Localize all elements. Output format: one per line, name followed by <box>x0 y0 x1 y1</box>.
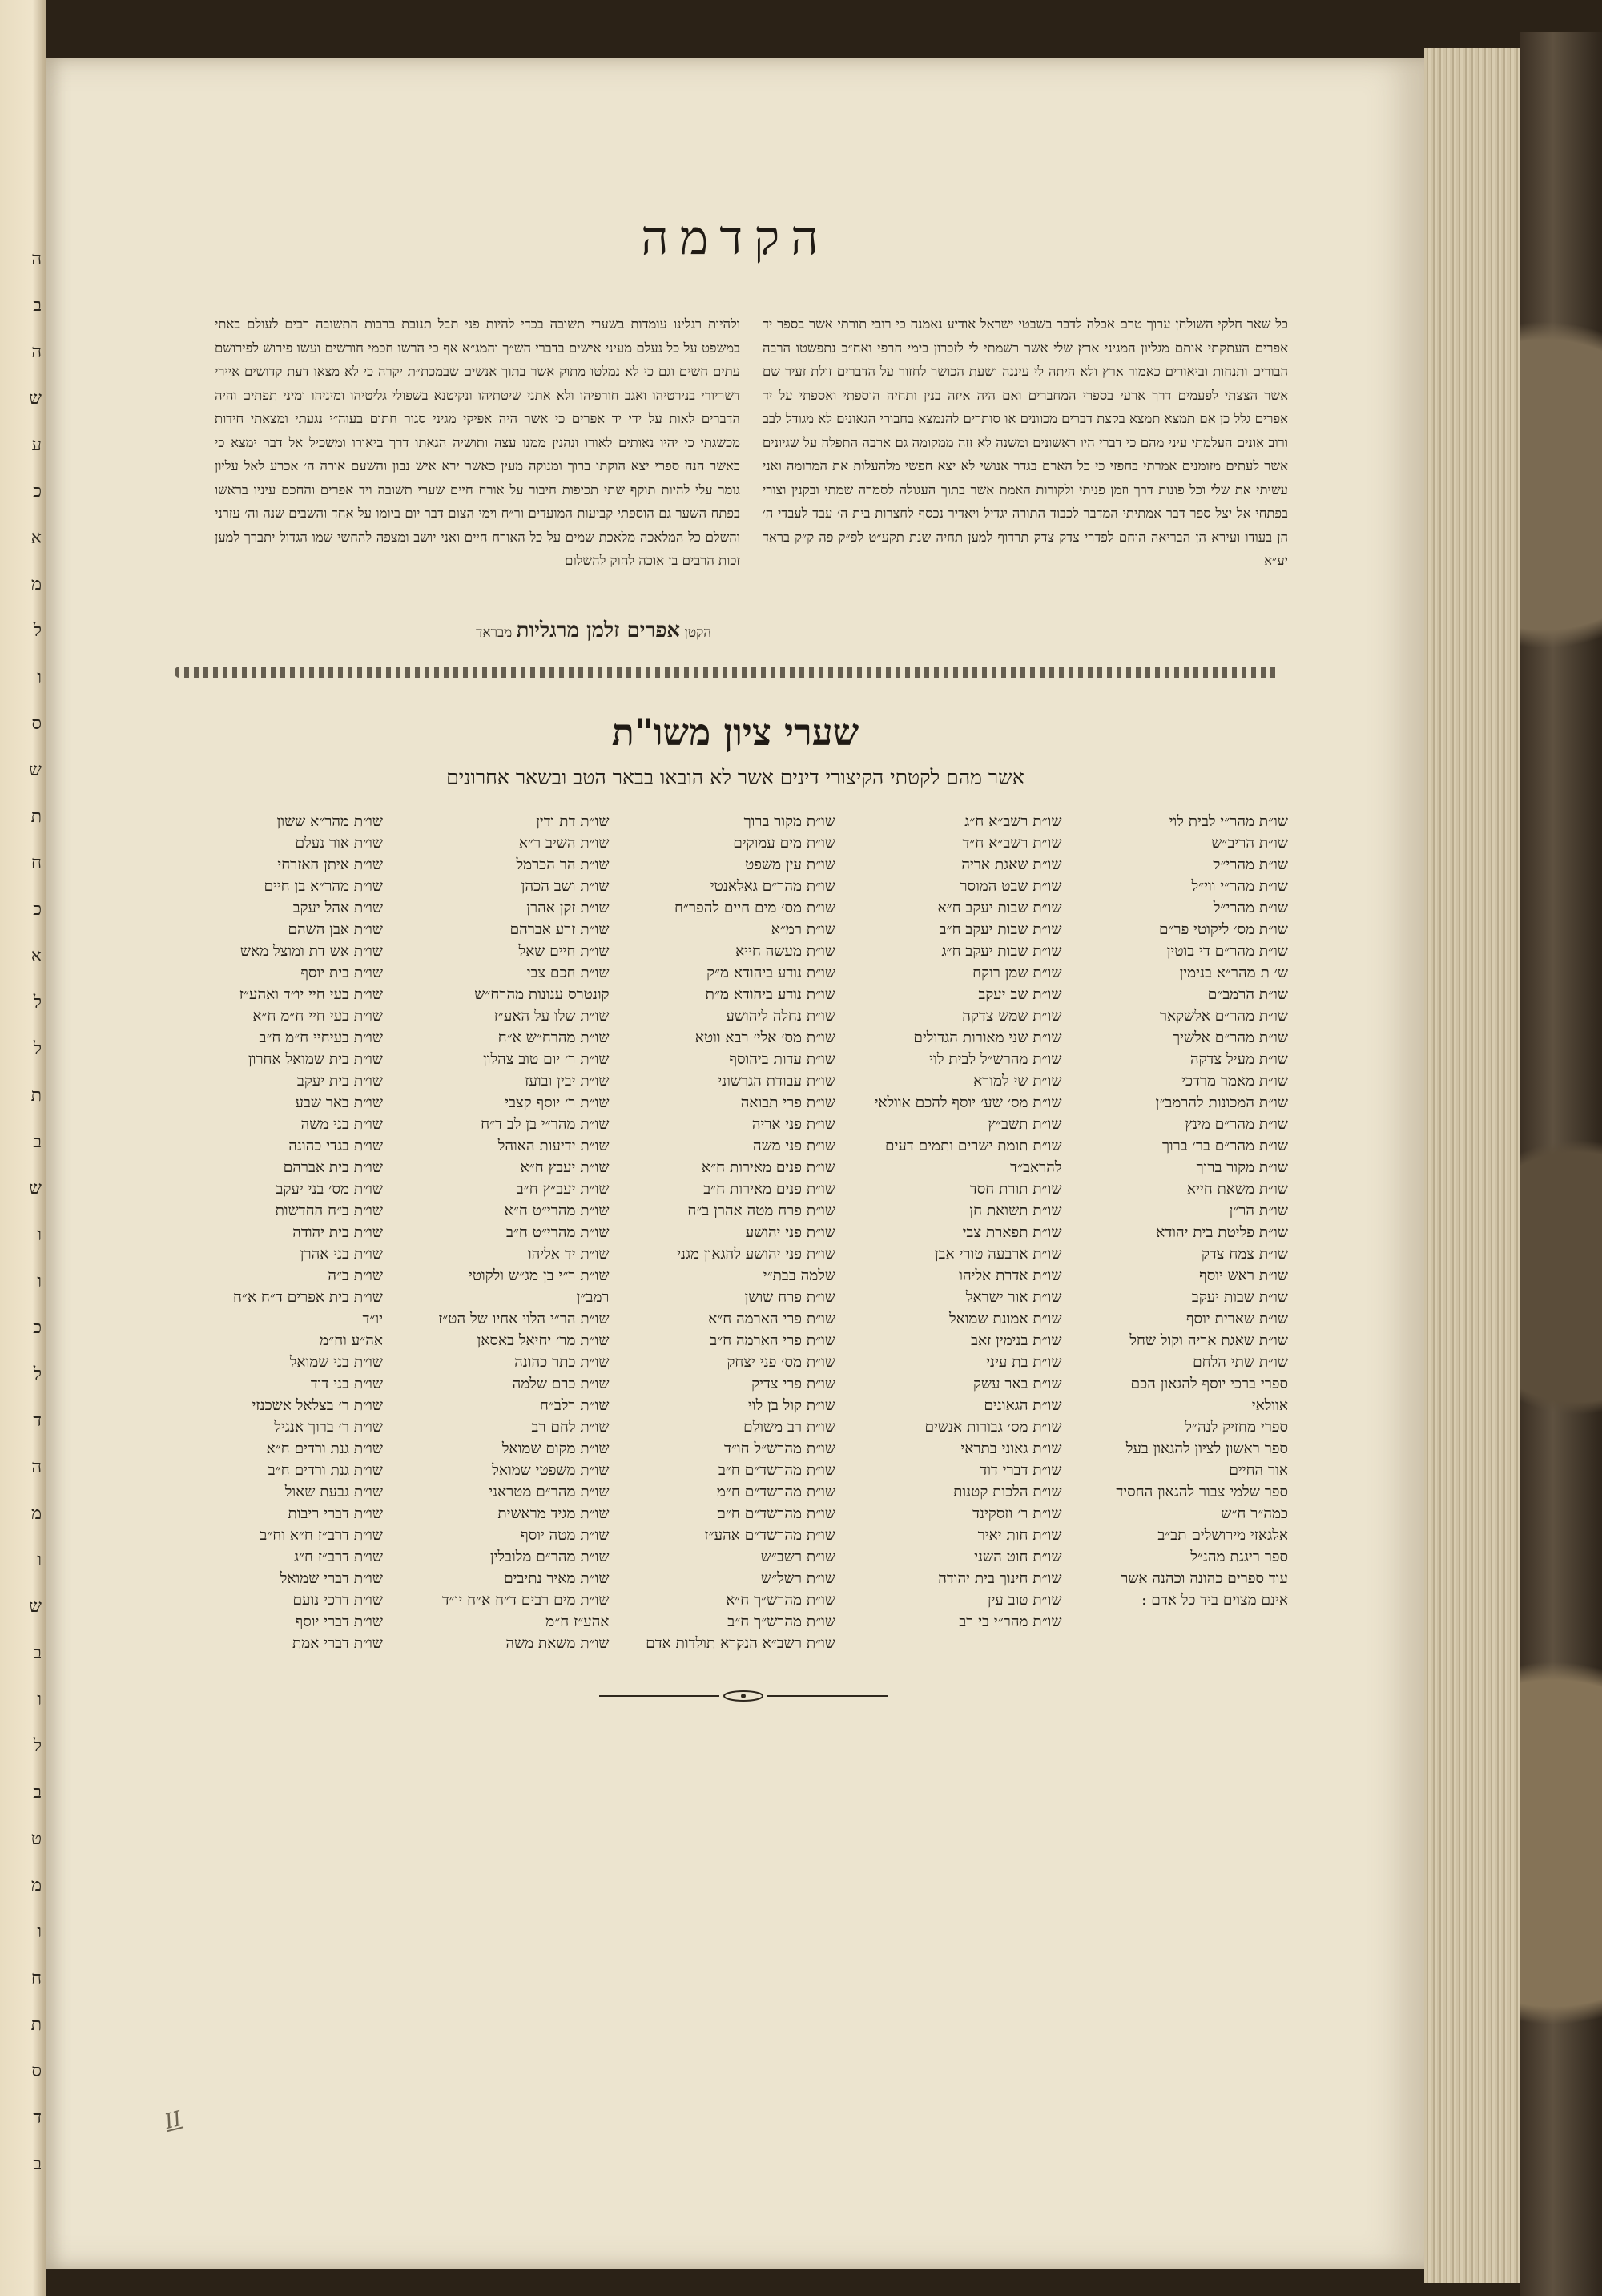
responsa-title: שו״ת שבט המוסר <box>960 878 1062 895</box>
adjacent-page-fragment: מ <box>30 1875 42 1895</box>
adjacent-page-fragment: ה <box>31 249 42 269</box>
responsa-title: שו״ת מהר״ם אלשקאר <box>1159 1008 1288 1025</box>
responsa-title: שו״ת מהרשד״ם ח״מ <box>716 1484 835 1500</box>
responsa-title: שו״ת מס׳ ליקוטי פר״ם <box>1158 921 1288 938</box>
responsa-title: שו״ת עבודת הגרשוני <box>718 1073 835 1090</box>
responsa-title: שו״ת הר״י הלוי אחיו של הט״ז <box>438 1311 610 1327</box>
author-signature <box>215 618 711 642</box>
responsa-title: שו״ת ר׳ ברוך אנגיל <box>274 1419 383 1436</box>
responsa-title: שו״ת המכונות להרמב״ן <box>1155 1094 1288 1111</box>
responsa-title: שו״ת מהרשד״ם ח״ם <box>716 1505 835 1522</box>
responsa-title: שו״ת שלו על האע״ז <box>493 1008 610 1025</box>
responsa-title: שו״ת ר׳ וזסקינד <box>972 1505 1062 1522</box>
responsa-title: שו״ת בית יהודה <box>292 1224 383 1241</box>
responsa-title: שו״ת הר הכרמל <box>516 856 610 873</box>
responsa-title: שו״ת פרי צדיק <box>751 1376 835 1392</box>
adjacent-page-fragment: ח <box>30 853 42 873</box>
responsa-title: ספרי מחזיק לנה״ל <box>1185 1419 1288 1436</box>
responsa-title: שו״ת פרי הארמה ח״ב <box>710 1332 835 1349</box>
responsa-title: שו״ת מהר״י בן לב ד״ח <box>481 1116 610 1133</box>
responsa-title: שו״ת חוט השני <box>974 1549 1062 1565</box>
responsa-title: שו״ת גבעת שאול <box>284 1484 383 1500</box>
responsa-title: שו״ת מס׳ מים חיים להפר״ח <box>674 900 835 916</box>
folio-mark: II <box>162 2106 184 2135</box>
adjacent-page-fragment: ת <box>30 807 42 827</box>
responsa-title: שו״ת חינוך בית יהודה <box>938 1570 1062 1587</box>
responsa-title: שו״ת ושב הכהן <box>521 878 610 895</box>
responsa-title: שו״ת בית יוסף <box>300 965 383 981</box>
responsa-title: שו״ת חיים שאל <box>518 943 610 960</box>
responsa-title: שו״ת מהר״ם מטראני <box>489 1484 610 1500</box>
responsa-title: שו״ת מהר״י ווי״ל <box>1191 878 1288 895</box>
adjacent-page-fragment: ב <box>33 2154 42 2174</box>
responsa-title: שו״ת מהר״ם אלשיך <box>1173 1029 1288 1046</box>
adjacent-page-fragment: ח <box>30 1968 42 1988</box>
responsa-title: שו״ת פרי הארמה ח״א <box>708 1311 835 1327</box>
responsa-title: שו״ת נודע ביהודא מ״ק <box>706 965 835 981</box>
responsa-title: שו״ת פרח שושן <box>744 1289 835 1306</box>
adjacent-page-fragment: ו <box>37 1922 42 1942</box>
responsa-title: שו״ת בית אברהם <box>283 1159 383 1176</box>
responsa-title: שו״ת דרב״ז ח״א וח״ב <box>260 1527 383 1544</box>
responsa-title: שו״ת מהרשד״ם ח״ב <box>718 1462 835 1479</box>
responsa-title: שו״ת הגאונים <box>984 1397 1062 1414</box>
responsa-title: שו״ת משאת משה <box>505 1635 610 1652</box>
responsa-title: שו״ת פליטת בית יהודא <box>1156 1224 1288 1241</box>
adjacent-page-fragment: ב <box>33 1643 42 1663</box>
responsa-title: שו״ת בת עיני <box>986 1354 1062 1371</box>
responsa-title: קונטרס ענונות מהרח״ש <box>474 986 610 1003</box>
responsa-title: שו״ת מאיר נתיבים <box>504 1570 610 1587</box>
responsa-title: שו״ת אש דת ומוצל מאש <box>240 943 383 960</box>
responsa-title: ספר שלמי צבור להגאון החסיד <box>1116 1484 1288 1500</box>
responsa-title: שו״ת גנת ורדים ח״ב <box>268 1462 383 1479</box>
responsa-title: שו״ת ר״י בן מג״ש ולקוטי <box>468 1267 610 1284</box>
responsa-title: שו״ת חכם צבי <box>526 965 610 981</box>
adjacent-page-fragment: ל <box>33 1736 42 1756</box>
responsa-title: שו״ת אמונת שמואל <box>948 1311 1062 1327</box>
responsa-title: ספרי ברכי יוסף להגאון הכם <box>1130 1376 1288 1392</box>
responsa-title: שו״ת משפטי שמואל <box>492 1462 610 1479</box>
end-ornament <box>599 1690 888 1702</box>
responsa-title: שו״ת מים עמוקים <box>733 835 835 852</box>
adjacent-page-fragment: ל <box>33 1364 42 1384</box>
responsa-title: שו״ת יבין ובועז <box>525 1073 610 1090</box>
responsa-title: שו״ת מהר״ם בר׳ ברוך <box>1161 1138 1288 1154</box>
responsa-title: שו״ת משאת חייא <box>1186 1181 1288 1198</box>
responsa-title: שו״ת הריב״ש <box>1211 835 1288 852</box>
responsa-title: שו״ת מהרי״ט ח״ב <box>505 1224 610 1241</box>
responsa-title: שו״ת בעי חיי ח״מ ח״א <box>252 1008 383 1025</box>
responsa-title: שו״ת דברי אמת <box>292 1635 383 1652</box>
adjacent-page-edge <box>0 0 46 2296</box>
responsa-title: כמה״ר ח״ש <box>1221 1505 1288 1522</box>
responsa-title: שו״ת רשב״א ח״ג <box>964 813 1062 830</box>
responsa-title: עוד ספרים כהונה וכהנה אשר <box>1121 1570 1288 1587</box>
adjacent-page-fragment: ל <box>33 1039 42 1059</box>
responsa-title: שו״ת מהרשד״ם אהע״ז <box>704 1527 835 1544</box>
adjacent-page-fragment: ו <box>37 1690 42 1710</box>
adjacent-page-fragment: ו <box>37 1550 42 1570</box>
responsa-title: שו״ת תורת חסד <box>969 1181 1062 1198</box>
responsa-title: רמב״ן <box>576 1289 610 1306</box>
responsa-title: ספר ראשון לציון להגאון בעל <box>1125 1440 1288 1457</box>
responsa-title: שו״ת פני יהושע <box>745 1224 835 1241</box>
responsa-title: שו״ת זקן אהרן <box>526 900 610 916</box>
responsa-title: שו״ת מר׳ יחיאל באסאן <box>477 1332 610 1349</box>
responsa-title: שו״ת שמן רוקח <box>972 965 1062 981</box>
adjacent-page-fragment: ת <box>30 1086 42 1106</box>
responsa-title: שו״ת מקום שמואל <box>501 1440 610 1457</box>
responsa-title: שו״ת אור נעלם <box>295 835 383 852</box>
responsa-title: שו״ת שבות יעקב ח״ב <box>939 921 1062 938</box>
responsa-title: שו״ת פרי תבואה <box>740 1094 835 1111</box>
responsa-title: שו״ת בעיחיי ח״מ ח״ב <box>259 1029 383 1046</box>
responsa-title: שו״ת תשב״ץ <box>988 1116 1062 1133</box>
responsa-title: שו״ת רשב״ש <box>760 1549 835 1565</box>
responsa-title: אהע״ז ח״מ <box>545 1613 610 1630</box>
responsa-title: שו״ת לחם רב <box>531 1419 610 1436</box>
responsa-title: שו״ת ר׳ בצלאל אשכנזי <box>252 1397 383 1414</box>
responsa-column <box>874 811 1062 1660</box>
responsa-title: שו״ת מאמר מרדכי <box>1181 1073 1288 1090</box>
adjacent-page-fragment: ב <box>33 296 42 316</box>
responsa-title: שו״ת בגדי כהונה <box>288 1138 383 1154</box>
responsa-title: שו״ת מטה יוסף <box>521 1527 610 1544</box>
responsa-title: שו״ת מס׳ בני יעקב <box>276 1181 383 1198</box>
adjacent-page-fragment: א <box>30 528 42 548</box>
signature-suffix: מבראד <box>476 625 513 641</box>
introduction-column-right <box>215 312 740 649</box>
book-page <box>46 58 1424 2269</box>
responsa-title: שו״ת מהר״א ששון <box>276 813 383 830</box>
responsa-title: שו״ת בני דוד <box>310 1376 383 1392</box>
responsa-title: שו״ת יעבץ ח״א <box>520 1159 610 1176</box>
responsa-title: שו״ת מהר״ם די בוטין <box>1166 943 1288 960</box>
responsa-title: שו״ת שאגת אריה <box>961 856 1062 873</box>
responsa-title: שו״ת מהרי״ט ח״א <box>504 1202 610 1219</box>
responsa-title: שו״ת פנים מאירות ח״ב <box>703 1181 835 1198</box>
adjacent-page-fragment: מ <box>30 1504 42 1524</box>
responsa-title: יו״ד <box>362 1311 383 1327</box>
responsa-title: שו״ת מהרש״ך ח״א <box>726 1592 835 1609</box>
adjacent-page-fragment: ב <box>33 1132 42 1152</box>
responsa-title: שלמה בבת״י <box>763 1267 835 1284</box>
adjacent-page-fragment: ו <box>37 1271 42 1291</box>
responsa-title: שו״ת בני משה <box>300 1116 383 1133</box>
responsa-title: שו״ת צמח צדק <box>1201 1246 1288 1263</box>
responsa-title: שו״ת דברי שמואל <box>280 1570 383 1587</box>
responsa-title: שו״ת גאוני בתראי <box>960 1440 1062 1457</box>
responsa-title: ש׳ ת מהר״א בנימין <box>1179 965 1288 981</box>
adjacent-page-fragment: ש <box>29 1597 42 1617</box>
responsa-title: שו״ת קול בן לוי <box>748 1397 835 1414</box>
responsa-title: שו״ת דברי ריבות <box>288 1505 383 1522</box>
responsa-column <box>438 811 610 1660</box>
responsa-title: שו״ת שב יעקב <box>978 986 1062 1003</box>
responsa-title: שו״ת באר שבע <box>295 1094 383 1111</box>
responsa-title: שו״ת עין משפט <box>745 856 835 873</box>
responsa-title: שו״ת זרע אברהם <box>509 921 610 938</box>
responsa-title: שו״ת פני אריה <box>751 1116 835 1133</box>
responsa-title: שו״ת דרב״ז ח״ג <box>293 1549 383 1565</box>
responsa-title: שו״ת מהרי״ל <box>1213 900 1288 916</box>
introduction-columns <box>215 312 1288 649</box>
responsa-title: שו״ת שבות יעקב <box>1191 1289 1288 1306</box>
responsa-title: שו״ת בני שמואל <box>289 1354 383 1371</box>
adjacent-page-fragment: ס <box>31 2061 42 2081</box>
adjacent-page-fragment: ש <box>29 760 42 780</box>
adjacent-page-fragment: ת <box>30 2015 42 2035</box>
responsa-title: שו״ת פרח מטה אהרן ב״ח <box>687 1202 835 1219</box>
introduction-text-right: ולהיות רגלינו עומדות בשערי תשובה בכדי להיות פני תבל תנובת ברבות התשובה רבים לעולם באתי במשפט על כל נעלם מעיני אישים בדברי הש״ך והמג״א אף כי הרשו חכמי חורשים ועשו פירוש לפירושם עתים חשים וגם כי לא נמלטו מתוק אשר בתוך אנשים שבמכת״ת יקרה כי לא מצאו דעת קדושים איירי דשריורי בנירטיהו ואגב חורפיהו ולא אתני שיטתיהו ונקיטנא בשפולי גליטיהו ומיניהו ומיני תפתים והיה הדברים לאות על ידי יד אפרים כי אשר היה אפיקי מגיני סגור חתום בעוה״י נגעתי ומצאתי חידות מכשגתי כי יהיו נאותים לאורו ונהנין ממנו עצה ותושיה הגאתו דרך ביאורו ומשכיל אל דבר ימצא כי כאשר הנה ספרי יצא הוקתו ברוך ומנוקה מעין כאשר ירא איש נבון והשעם אורה ה׳ אכרע לאל עליון גומר עלי להיות תוקף שתי תכיפות חיבור על אורח חיים שערי תשובה ויד אפרים והחכם עיניו בראשו בפתח השער גם הוספתי קביעות המועדים ור״ח וימי הצום דבר יום ביומו על אחד והשבים שנה וה׳ עזרני והשלם כל המלאכה מלאכת שמים על כל האורח חיים ואני יושב ומצפה להחשי שמו הגדול יתברך למען זכות הרבים בן אוכה לחוק להשלום <box>215 316 740 568</box>
responsa-title: שו״ת מהרח״ש א״ח <box>497 1029 610 1046</box>
responsa-title: שו״ת מס׳ שע׳ יוסף להכם אוולאי <box>874 1094 1062 1111</box>
responsa-title: שו״ת אור ישראל <box>965 1289 1062 1306</box>
responsa-title: שו״ת איתן האזרחי <box>277 856 383 873</box>
responsa-title: שו״ת חות יאיר <box>977 1527 1062 1544</box>
responsa-title: שו״ת שמש צדקה <box>962 1008 1062 1025</box>
responsa-title: שו״ת מהרי״ק <box>1212 856 1288 873</box>
responsa-title: שו״ת שי למורא <box>973 1073 1062 1090</box>
responsa-title: שו״ת תשואת חן <box>969 1202 1062 1219</box>
responsa-title: שו״ת נודע ביהודא מ״ת <box>705 986 835 1003</box>
responsa-title: שו״ת רמ״א <box>771 921 835 938</box>
book-cover-marbled <box>1520 32 1602 2296</box>
adjacent-page-fragment: ש <box>29 389 42 409</box>
responsa-title: שו״ת תפארת צבי <box>962 1224 1062 1241</box>
responsa-title: שו״ת דת ודין <box>536 813 610 830</box>
adjacent-page-fragment: ו <box>37 667 42 687</box>
responsa-title: שו״ת נחלה ליהושע <box>726 1008 835 1025</box>
adjacent-page-fragment: כ <box>33 1318 42 1338</box>
responsa-title: שו״ת תומת ישרים ותמים דעים <box>884 1138 1062 1154</box>
introduction-title: הקדמה <box>641 210 830 266</box>
responsa-title: שו״ת ב״ה <box>328 1267 383 1284</box>
responsa-title: שו״ת מעשה חייא <box>735 943 835 960</box>
responsa-title: שו״ת בית יעקב <box>296 1073 383 1090</box>
signature-prefix: הקטן <box>684 625 711 641</box>
responsa-title: שו״ת רלב״ח <box>539 1397 610 1414</box>
responsa-column <box>1116 811 1288 1660</box>
responsa-title: שו״ת מקור ברוך <box>1196 1159 1288 1176</box>
responsa-title: שו״ת הרמב״ם <box>1207 986 1288 1003</box>
responsa-title: שו״ת שבות יעקב ח״ג <box>941 943 1062 960</box>
ornamental-divider <box>175 667 1280 678</box>
responsa-title: שו״ת רב משולם <box>743 1419 835 1436</box>
responsa-title: שו״ת בית אפרים ד״ח א״ח <box>233 1289 383 1306</box>
responsa-title: שו״ת מהר״י בי רב <box>959 1613 1062 1630</box>
responsa-title: שו״ת ר׳ יוסף קצבי <box>505 1094 610 1111</box>
introduction-column-left <box>763 312 1288 649</box>
responsa-title: שו״ת פני משה <box>752 1138 835 1154</box>
adjacent-page-fragment: ט <box>30 1829 42 1849</box>
responsa-title: שו״ת באר עשק <box>973 1376 1062 1392</box>
responsa-title: שו״ת בני אהרן <box>300 1246 383 1263</box>
responsa-title: שו״ת מהר״י לבית לוי <box>1169 813 1288 830</box>
responsa-title: אלגאזי מירושלים תב״ב <box>1157 1527 1288 1544</box>
responsa-title: שו״ת מס׳ פני יצחק <box>727 1354 835 1371</box>
section-title: שערי ציון משו"ת <box>611 711 859 754</box>
responsa-title: שו״ת השיב ר״א <box>518 835 610 852</box>
responsa-title: שו״ת בעי חיי יו״ד ואהע״ז <box>239 986 383 1003</box>
responsa-title: שו״ת ידיעות האוהל <box>497 1138 610 1154</box>
responsa-title: שו״ת מס׳ גבורות אנשים <box>924 1419 1062 1436</box>
responsa-title: שו״ת ארבעה טורי אבן <box>934 1246 1062 1263</box>
responsa-title: שו״ת טוב עין <box>987 1592 1062 1609</box>
responsa-title: שו״ת כתר כהונה <box>514 1354 610 1371</box>
book-page-edges <box>1424 48 1520 2283</box>
responsa-title: שו״ת בית שמואל אחרון <box>248 1051 383 1068</box>
introduction-text-left: כל שאר חלקי השולחן ערוך טרם אכלה לדבר בשבטי ישראל אודיע נאמנה כי רובי תורתי אשר בספר יד אפרים העתקתי אותם מגליון המגיני ארץ שלי אשר רשמתי לי לזכרון בימי חרפי ואח״כ נתפשטו הרבה הבורים ותנחות וביאורים כאמור ארץ ולא היתה לי עיננה ושעת הכושר לחזור על הדברים זולת זעיר שם אשר הצצתי לפעמים דרך ארעי בספרי המחברים ואם היה איזה בנין ותחיה הוספתי ואספתי על יד אפרים גלל כן אם תמצא תמצא בקצת דברים מכוונים או סותרים להנמצא בחבורי הגאונים לא מגודל לבב ורוב אונים העלמתי עיני מהם כי דברי היו ראשונים ומשנה לא זזה ממקומה גם ארבה התפלה על שגיונים אשר לעתים מזומנים אמרתי בחפזי כי כל הארם בגדר אנושי לא יצא חפשי מלהעלות את המרומה ואני עשיתי את שלי וכל פונות דרך וזמן פניתי ולקורות האמת אשר בתוך העגולה לסמרה שמתי ובקנין וצורי בפתחי אל יצל ספר דבר אמתיתי המדבר לכבוד התורה יגדיל ויאדיר נכסף לחצרות בית ה׳ עבד לעבדי ה׳ הן בעודו ועירא הן הבריאה הוחם לפדרי צדק צדק תרדוף למען תחיה שנת תקע״ט לפ״ק פה ק״ק בראד יע״א <box>763 316 1288 568</box>
adjacent-page-fragment: ב <box>33 1782 42 1803</box>
adjacent-page-fragment: מ <box>30 574 42 594</box>
responsa-title: אה״ע וח״מ <box>320 1332 383 1349</box>
responsa-title: שו״ת מקור ברוך <box>743 813 835 830</box>
responsa-title: שו״ת שבות יעקב ח״א <box>937 900 1062 916</box>
responsa-title: שו״ת ראש יוסף <box>1199 1267 1288 1284</box>
responsa-title: שו״ת ר׳ יום טוב צהלון <box>483 1051 610 1068</box>
adjacent-page-fragment: כ <box>33 481 42 501</box>
adjacent-page-fragment: ע <box>31 435 42 455</box>
responsa-title: שו״ת מים רבים ד״ח א״ח יו״ד <box>441 1592 610 1609</box>
responsa-title: שו״ת מהר״ם מלובלין <box>489 1549 610 1565</box>
responsa-title: שו״ת מהרש״ך ח״ב <box>727 1613 835 1630</box>
adjacent-page-fragment: כ <box>33 900 42 920</box>
adjacent-page-fragment: ל <box>33 993 42 1013</box>
responsa-title: שו״ת מהר״ם מינץ <box>1185 1116 1288 1133</box>
responsa-title: שו״ת הלכות קטנות <box>953 1484 1062 1500</box>
responsa-title: שו״ת דרכי נועם <box>292 1592 383 1609</box>
responsa-title: שו״ת רשל״ש <box>761 1570 835 1587</box>
section-subtitle: אשר מהם לקטתי הקיצורי דינים אשר לא הובאו בבאר הטב ובשאר אחרונים <box>446 766 1024 789</box>
responsa-title: שו״ת אדרת אליהו <box>959 1267 1062 1284</box>
responsa-title: שו״ת עדות ביהוסף <box>729 1051 835 1068</box>
responsa-title: שו״ת מהר״ם גאלאנטי <box>710 878 835 895</box>
responsa-title: אור החיים <box>1229 1462 1288 1479</box>
responsa-column <box>646 811 835 1660</box>
responsa-title: שו״ת שתי הלחם <box>1193 1354 1288 1371</box>
adjacent-page-fragment: ל <box>33 621 42 641</box>
responsa-title: שו״ת מעיל צדקה <box>1190 1051 1288 1068</box>
responsa-title: שו״ת שארית יוסף <box>1185 1311 1288 1327</box>
responsa-title: להראב״ד <box>1010 1159 1062 1176</box>
responsa-title: שו״ת יד אליהו <box>527 1246 610 1263</box>
responsa-title: שו״ת פני יהושע להגאון מגני <box>677 1246 835 1263</box>
responsa-title: שו״ת מהר״א בן חיים <box>264 878 383 895</box>
responsa-title: שו״ת הר״ן <box>1229 1202 1288 1219</box>
responsa-title: שו״ת דברי דוד <box>980 1462 1062 1479</box>
responsa-title: שו״ת אבן השהם <box>288 921 383 938</box>
adjacent-page-fragment: ה <box>31 342 42 362</box>
responsa-title: שו״ת רשב״א ח״ד <box>962 835 1062 852</box>
signature-name: אפרים זלמן מרגליות <box>516 618 681 642</box>
responsa-title: ספר ריגגת מהנ״ל <box>1190 1549 1288 1565</box>
responsa-title: אוולאי <box>1251 1397 1288 1414</box>
responsa-column <box>215 811 383 1660</box>
adjacent-page-fragment: ד <box>33 1411 42 1431</box>
responsa-title: שו״ת אהל יעקב <box>292 900 383 916</box>
adjacent-page-fragment: ש <box>29 1178 42 1198</box>
adjacent-page-fragment: ד <box>33 2108 42 2128</box>
responsa-title: שו״ת מהרש״ל חו״ד <box>724 1440 835 1457</box>
responsa-title: שו״ת דברי יוסף <box>295 1613 383 1630</box>
adjacent-page-fragment: ה <box>31 1457 42 1477</box>
responsa-title: שו״ת ב״ח החדשות <box>275 1202 383 1219</box>
responsa-title: שו״ת שאגת אריה וקול שחל <box>1129 1332 1288 1349</box>
adjacent-page-fragment: א <box>30 946 42 966</box>
responsa-title: שו״ת פנים מאירות ח״א <box>702 1159 835 1176</box>
responsa-title: שו״ת שני מאורות הגדולים <box>913 1029 1062 1046</box>
responsa-title: שו״ת בנימין זאב <box>971 1332 1062 1349</box>
responsa-title: שו״ת מגיד מראשית <box>497 1505 610 1522</box>
responsa-title: שו״ת יעב״ץ ח״ב <box>516 1181 610 1198</box>
responsa-title: שו״ת גנת ורדים ח״א <box>266 1440 383 1457</box>
responsa-title: אינם מצוים ביד כל אדם : <box>1141 1592 1288 1609</box>
responsa-title: שו״ת כרם שלמה <box>512 1376 610 1392</box>
responsa-list <box>215 811 1288 1660</box>
responsa-title: שו״ת רשב״א הנקרא תולדות אדם <box>646 1635 835 1652</box>
responsa-title: שו״ת מהרש״ל לבית לוי <box>929 1051 1062 1068</box>
adjacent-page-fragment: ו <box>37 1225 42 1245</box>
adjacent-page-fragment: ס <box>31 714 42 734</box>
responsa-title: שו״ת מס׳ אלי׳ רבא ווטא <box>694 1029 835 1046</box>
